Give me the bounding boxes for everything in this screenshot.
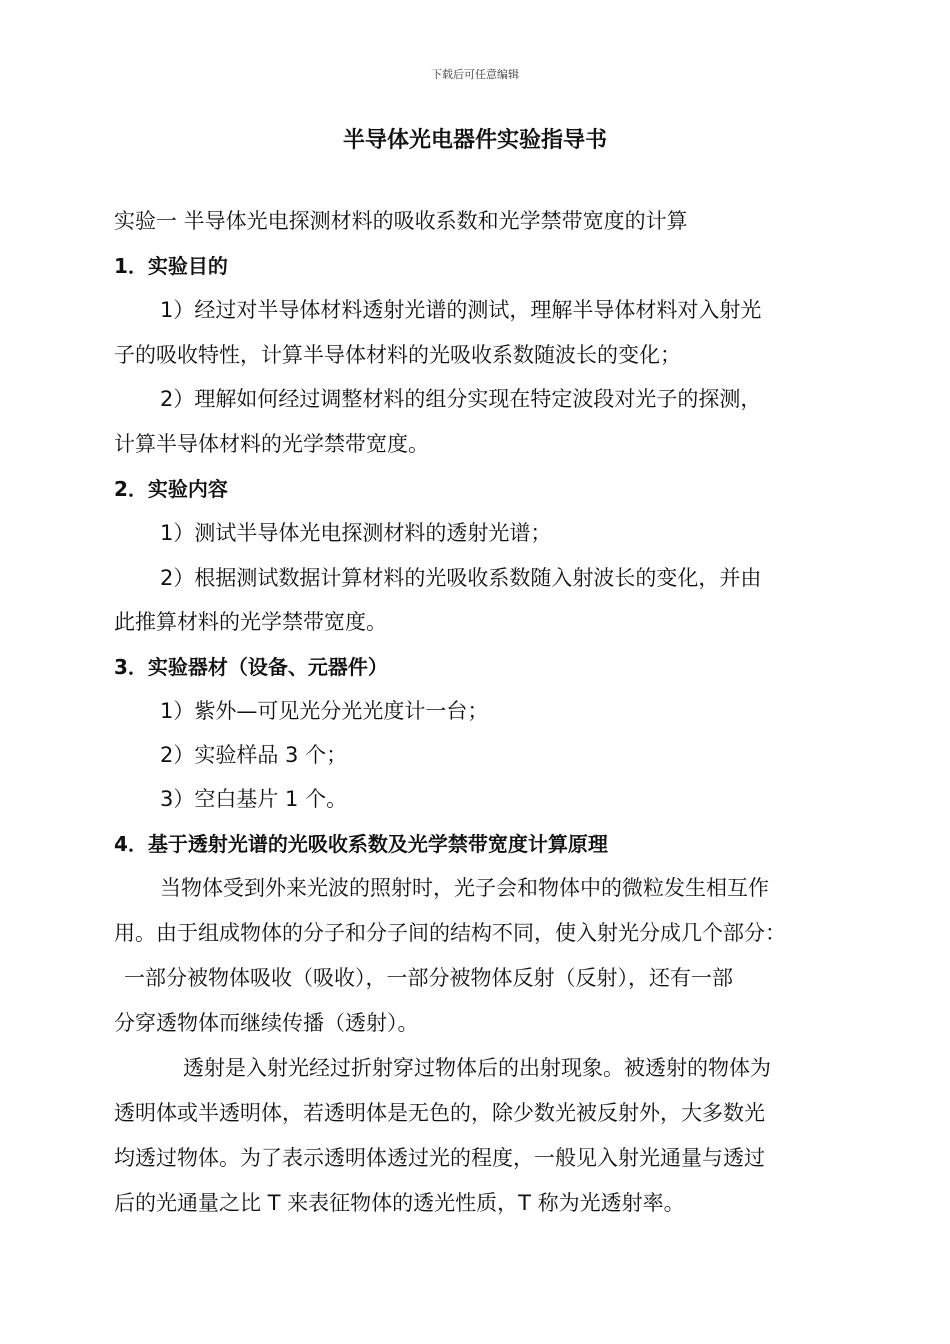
experiment-title: 实验一 半导体光电探测材料的吸收系数和光学禁带宽度的计算: [114, 209, 688, 233]
principle-para1-line2: 用。由于组成物体的分子和分子间的结构不同，使入射光分成几个部分：: [114, 921, 786, 945]
content-item1-line1: 1）测试半导体光电探测材料的透射光谱；: [160, 521, 552, 545]
equipment-item2: 2）实验样品 3 个；: [160, 743, 348, 767]
purpose-item2-line2: 计算半导体材料的光学禁带宽度。: [114, 432, 429, 456]
principle-para1-line4: 分穿透物体而继续传播（透射）。: [114, 1011, 419, 1035]
header-note: 下载后可任意编辑: [431, 68, 519, 81]
principle-para2-line4: 后的光通量之比 T 来表征物体的透光性质，T 称为光透射率。: [114, 1191, 685, 1215]
purpose-item1-line1: 1）经过对半导体材料透射光谱的测试，理解半导体材料对入射光: [160, 298, 762, 322]
principle-para2-line2: 透明体或半透明体，若透明体是无色的，除少数光被反射外，大多数光: [114, 1101, 765, 1125]
section-heading-content: 2．实验内容: [114, 477, 228, 501]
document-title: 半导体光电器件实验指导书: [342, 128, 607, 153]
content-item2-line2: 此推算材料的光学禁带宽度。: [114, 610, 387, 634]
equipment-item1: 1）紫外—可见光分光光度计一台；: [160, 699, 489, 723]
content-item2-line1: 2）根据测试数据计算材料的光吸收系数随入射波长的变化，并由: [160, 566, 762, 590]
principle-para1-line3: 一部分被物体吸收（吸收），一部分被物体反射（反射），还有一部: [124, 966, 733, 990]
purpose-item2-line1: 2）理解如何经过调整材料的组分实现在特定波段对光子的探测，: [160, 387, 762, 411]
section-heading-equipment: 3．实验器材（设备、元器件）: [114, 655, 388, 679]
principle-para1-line1: 当物体受到外来光波的照射时，光子会和物体中的微粒发生相互作: [160, 876, 769, 900]
equipment-item3: 3）空白基片 1 个。: [160, 787, 348, 811]
principle-para2-line3: 均透过物体。为了表示透明体透过光的程度，一般见入射光通量与透过: [114, 1146, 765, 1170]
purpose-item1-line2: 子的吸收特性，计算半导体材料的光吸收系数随波长的变化；: [114, 343, 681, 367]
section-heading-purpose: 1．实验目的: [114, 254, 228, 278]
section-heading-principle: 4．基于透射光谱的光吸收系数及光学禁带宽度计算原理: [114, 832, 608, 856]
principle-para2-line1: 透射是入射光经过折射穿过物体后的出射现象。被透射的物体为: [183, 1056, 771, 1080]
